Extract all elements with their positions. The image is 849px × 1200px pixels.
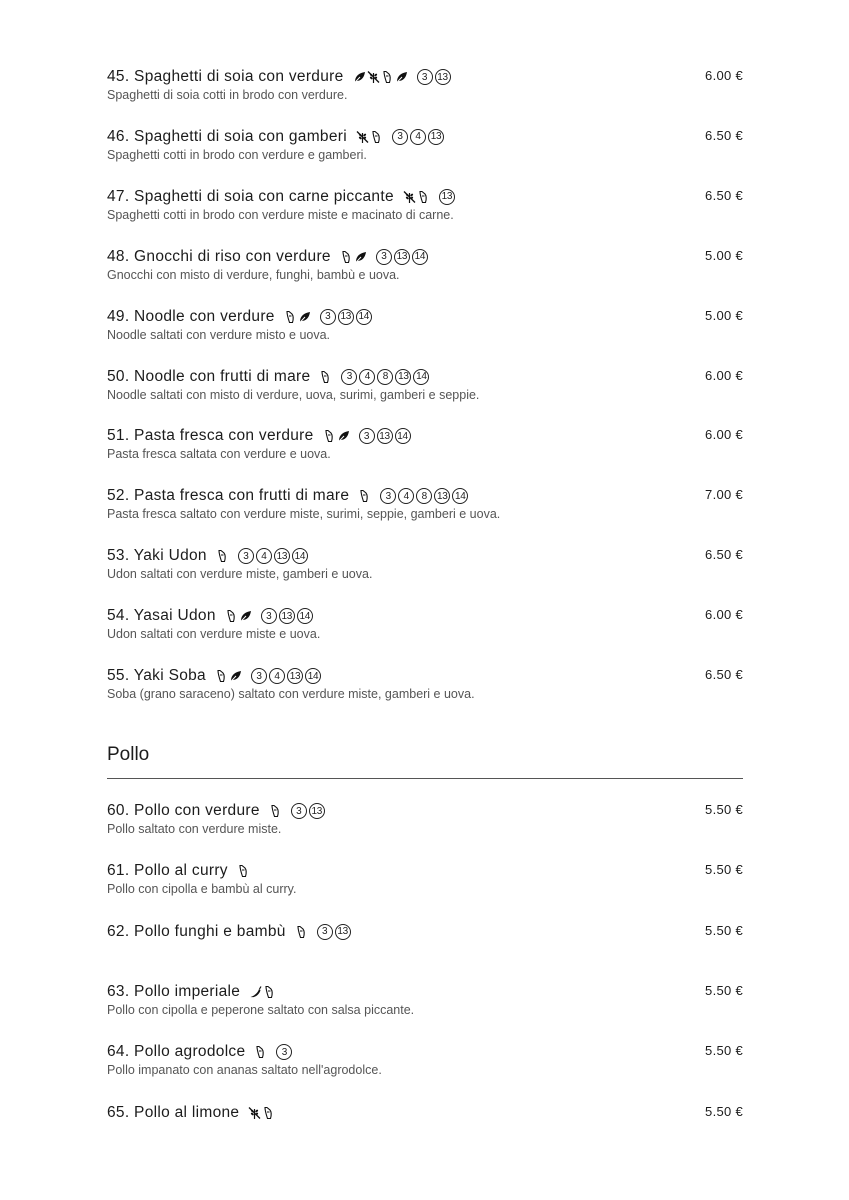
menu-item-header <box>107 126 743 148</box>
menu-item-price: 5.00 € <box>705 247 743 263</box>
menu-item-header <box>107 246 743 268</box>
menu-item-description: Pollo impanato con ananas saltato nell'agrodolce. <box>107 1063 382 1078</box>
menu-item-description: Noodle saltati con misto di verdure, uova, surimi, gamberi e seppie. <box>107 387 480 402</box>
chopsticks-icon <box>263 985 276 999</box>
gluten-free-icon <box>403 190 416 204</box>
allergen-badge: 3 <box>380 488 396 504</box>
vegetarian-leaf-icon <box>353 70 366 84</box>
chopsticks-icon <box>284 310 297 324</box>
dietary-icons <box>353 70 408 84</box>
menu-item-title: 52. Pasta fresca con frutti di mare <box>107 487 350 505</box>
menu-item <box>107 306 743 342</box>
menu-item-header <box>107 665 743 687</box>
allergen-list <box>439 189 455 205</box>
menu-item-header <box>107 366 743 388</box>
menu-item-title: 54. Yasai Udon <box>107 607 216 625</box>
chopsticks-icon <box>237 864 250 878</box>
menu-item-title: 63. Pollo imperiale <box>107 982 241 1000</box>
dietary-icons <box>248 1106 275 1120</box>
menu-item-price: 6.00 € <box>705 68 743 83</box>
allergen-badge: 3 <box>320 309 336 325</box>
menu-item <box>107 1102 743 1124</box>
allergen-list <box>376 249 428 265</box>
chopsticks-icon <box>225 609 238 623</box>
menu-item-description: Gnocchi con misto di verdure, funghi, bambù e uova. <box>107 267 400 282</box>
allergen-list <box>276 1044 292 1060</box>
menu-item <box>107 126 743 162</box>
menu-item-price: 6.00 € <box>705 427 743 443</box>
menu-item-price: 6.00 € <box>705 607 743 623</box>
menu-item-header <box>107 605 743 627</box>
menu-item-header <box>107 860 743 882</box>
vegetarian-leaf-icon <box>337 429 350 443</box>
menu-item-title: 47. Spaghetti di soia con carne piccante <box>107 187 394 205</box>
dietary-icons <box>269 804 282 818</box>
allergen-list <box>291 803 325 819</box>
dietary-icons <box>225 609 252 623</box>
chopsticks-icon <box>319 370 332 384</box>
allergen-badge: 4 <box>269 668 285 684</box>
gluten-free-icon <box>367 70 380 84</box>
menu-item-header <box>107 485 743 507</box>
menu-item-price: 6.00 € <box>705 367 743 383</box>
menu-item <box>107 246 743 282</box>
allergen-badge: 13 <box>335 924 351 940</box>
allergen-list <box>392 129 444 145</box>
allergen-badge: 3 <box>392 129 408 145</box>
menu-item-description: Pasta fresca saltato con verdure miste, surimi, seppie, gamberi e uova. <box>107 507 501 522</box>
menu-item <box>107 545 743 581</box>
menu-item-header <box>107 1041 743 1063</box>
menu-item <box>107 800 743 836</box>
menu-item-title: 50. Noodle con frutti di mare <box>107 367 311 385</box>
allergen-badge: 4 <box>398 488 414 504</box>
menu-item <box>107 981 743 1017</box>
chopsticks-icon <box>358 489 371 503</box>
menu-item-header <box>107 186 743 208</box>
menu-item-title: 55. Yaki Soba <box>107 667 206 684</box>
allergen-badge: 14 <box>413 369 429 385</box>
menu-item-title: 64. Pollo agrodolce <box>107 1043 246 1061</box>
menu-item-title: 53. Yaki Udon <box>107 547 207 565</box>
menu-item-title: 48. Gnocchi di riso con verdure <box>107 247 331 265</box>
dietary-icons <box>216 549 229 563</box>
menu-item-description: Spaghetti cotti in brodo con verdure e gamberi. <box>107 147 367 162</box>
dietary-icons <box>215 669 242 683</box>
dietary-icons <box>323 429 350 443</box>
allergen-badge: 14 <box>412 249 428 265</box>
allergen-badge: 13 <box>394 249 410 265</box>
allergen-badge: 3 <box>317 924 333 940</box>
allergen-list <box>251 668 321 684</box>
menu-item-description: Noodle saltati con verdure misto e uova. <box>107 327 331 342</box>
menu-item-price: 6.50 € <box>705 547 743 563</box>
allergen-list <box>341 369 429 385</box>
menu-item-description: Pollo saltato con verdure miste. <box>107 822 282 836</box>
chopsticks-icon <box>215 669 228 683</box>
allergen-list <box>359 428 411 444</box>
allergen-badge: 14 <box>297 608 313 624</box>
menu-item-price: 5.50 € <box>705 922 743 938</box>
menu-item <box>107 425 743 461</box>
allergen-badge: 3 <box>376 249 392 265</box>
allergen-badge: 13 <box>434 488 450 504</box>
allergen-badge: 4 <box>359 369 375 385</box>
allergen-badge: 14 <box>452 488 468 504</box>
menu-item-description: Pollo con cipolla e peperone saltato con salsa piccante. <box>107 1002 415 1017</box>
chopsticks-icon <box>262 1106 275 1120</box>
allergen-badge: 13 <box>309 803 325 819</box>
allergen-badge: 3 <box>417 69 433 85</box>
menu-item <box>107 860 743 896</box>
menu-item-header <box>107 425 743 447</box>
allergen-list <box>320 309 372 325</box>
chopsticks-icon <box>254 1045 267 1059</box>
dietary-icons <box>254 1045 267 1059</box>
chopsticks-icon <box>295 925 308 939</box>
menu-item-description: Udon saltati con verdure miste e uova. <box>107 627 321 642</box>
menu-item-title: 61. Pollo al curry <box>107 862 228 880</box>
section-title: Pollo <box>107 744 150 765</box>
section-divider <box>107 778 743 779</box>
menu-item-title: 60. Pollo con verdure <box>107 802 260 819</box>
allergen-badge: 13 <box>428 129 444 145</box>
menu-item <box>107 665 743 701</box>
allergen-list <box>380 488 468 504</box>
dietary-icons <box>249 985 276 999</box>
vegetarian-leaf-icon <box>229 669 242 683</box>
dietary-icons <box>340 250 367 264</box>
menu-item <box>107 186 743 222</box>
allergen-badge: 13 <box>279 608 295 624</box>
vegetarian-leaf-icon <box>354 250 367 264</box>
allergen-badge: 13 <box>377 428 393 444</box>
dietary-icons <box>237 864 250 878</box>
menu-item-price: 5.50 € <box>705 1103 743 1119</box>
menu-item <box>107 605 743 641</box>
menu-item <box>107 485 743 521</box>
vegetarian-leaf-icon <box>239 609 252 623</box>
menu-item-header <box>107 800 743 822</box>
menu-item-price: 5.50 € <box>705 862 743 878</box>
menu-item-price: 6.50 € <box>705 187 743 203</box>
allergen-list <box>317 924 351 940</box>
allergen-badge: 14 <box>292 548 308 564</box>
gluten-free-icon <box>248 1106 261 1120</box>
allergen-badge: 8 <box>377 369 393 385</box>
allergen-badge: 3 <box>291 803 307 819</box>
allergen-list <box>238 548 308 564</box>
menu-item-price: 6.50 € <box>705 667 743 682</box>
chopsticks-icon <box>340 250 353 264</box>
menu-item-price: 5.50 € <box>705 802 743 817</box>
menu-item-header <box>107 66 743 88</box>
allergen-badge: 3 <box>341 369 357 385</box>
menu-item <box>107 1041 743 1077</box>
menu-item-title: 49. Noodle con verdure <box>107 307 275 325</box>
allergen-badge: 14 <box>395 428 411 444</box>
gluten-free-icon <box>356 130 369 144</box>
menu-item-header <box>107 545 743 567</box>
menu-item-title: 62. Pollo funghi e bambù <box>107 922 286 940</box>
allergen-badge: 8 <box>416 488 432 504</box>
allergen-badge: 3 <box>261 608 277 624</box>
vegetarian-leaf-icon <box>298 310 311 324</box>
allergen-badge: 3 <box>251 668 267 684</box>
allergen-badge: 13 <box>439 189 455 205</box>
chopsticks-icon <box>269 804 282 818</box>
menu-item-header <box>107 981 743 1003</box>
chili-pepper-icon <box>249 985 262 999</box>
menu-item <box>107 366 743 402</box>
allergen-badge: 3 <box>238 548 254 564</box>
menu-item-header <box>107 1102 743 1124</box>
chopsticks-icon <box>417 190 430 204</box>
menu-item-description: Soba (grano saraceno) saltato con verdure miste, gamberi e uova. <box>107 687 475 701</box>
menu-item-title: 46. Spaghetti di soia con gamberi <box>107 127 347 145</box>
menu-item <box>107 921 743 943</box>
menu-item-price: 7.00 € <box>705 487 743 503</box>
menu-item-price: 6.50 € <box>705 127 743 143</box>
allergen-badge: 14 <box>305 668 321 684</box>
menu-item-title: 45. Spaghetti di soia con verdure <box>107 68 344 85</box>
allergen-list <box>417 69 451 85</box>
menu-item-title: 65. Pollo al limone <box>107 1103 240 1121</box>
dietary-icons <box>403 190 430 204</box>
dietary-icons <box>358 489 371 503</box>
menu-item-price: 5.50 € <box>705 982 743 998</box>
allergen-badge: 13 <box>338 309 354 325</box>
allergen-badge: 4 <box>410 129 426 145</box>
dietary-icons <box>295 925 308 939</box>
allergen-badge: 13 <box>274 548 290 564</box>
allergen-badge: 13 <box>435 69 451 85</box>
allergen-badge: 13 <box>395 369 411 385</box>
allergen-badge: 3 <box>276 1044 292 1060</box>
chopsticks-icon <box>381 70 394 84</box>
vegetarian-leaf-icon <box>395 70 408 84</box>
menu-item-title: 51. Pasta fresca con verdure <box>107 427 314 445</box>
chopsticks-icon <box>216 549 229 563</box>
allergen-badge: 14 <box>356 309 372 325</box>
menu-item-description: Spaghetti di soia cotti in brodo con verdure. <box>107 88 348 102</box>
dietary-icons <box>356 130 383 144</box>
menu-item-description: Udon saltati con verdure miste, gamberi e uova. <box>107 567 373 582</box>
menu-item-header <box>107 306 743 328</box>
allergen-badge: 3 <box>359 428 375 444</box>
menu-item-description: Spaghetti cotti in brodo con verdure miste e macinato di carne. <box>107 207 454 222</box>
menu-item-header <box>107 921 743 943</box>
chopsticks-icon <box>370 130 383 144</box>
menu-item <box>107 66 743 102</box>
allergen-badge: 4 <box>256 548 272 564</box>
menu-item-description: Pollo con cipolla e bambù al curry. <box>107 882 297 897</box>
chopsticks-icon <box>323 429 336 443</box>
menu-item-description: Pasta fresca saltata con verdure e uova. <box>107 447 331 462</box>
allergen-list <box>261 608 313 624</box>
allergen-badge: 13 <box>287 668 303 684</box>
menu-item-price: 5.00 € <box>705 307 743 323</box>
menu-item-price: 5.50 € <box>705 1043 743 1059</box>
dietary-icons <box>284 310 311 324</box>
dietary-icons <box>319 370 332 384</box>
